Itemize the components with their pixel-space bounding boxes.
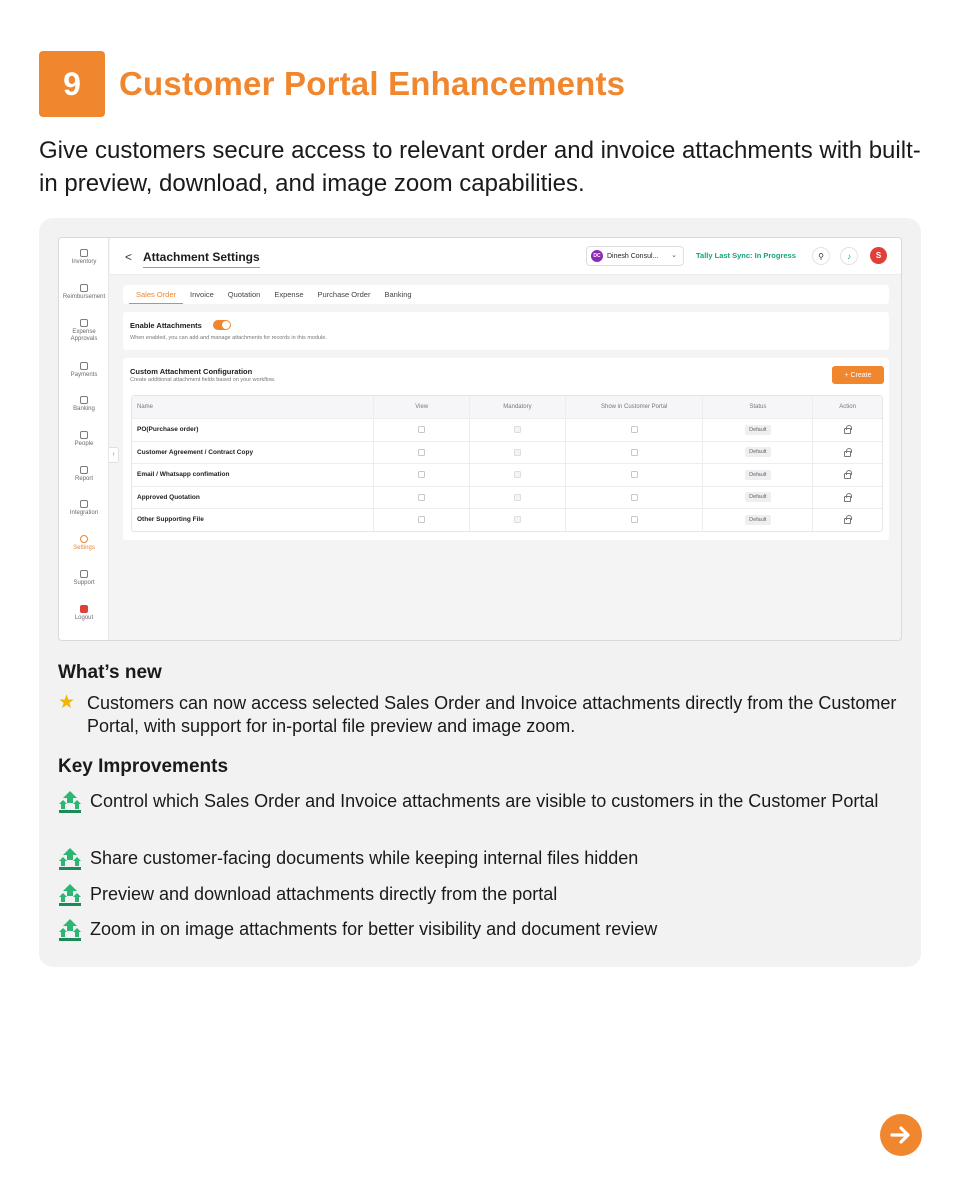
attachment-name: Customer Agreement / Contract Copy <box>137 448 254 456</box>
column-header: Status <box>702 396 812 418</box>
chevron-down-icon: ⌄ <box>671 252 677 259</box>
view-checkbox[interactable] <box>418 426 425 433</box>
mandatory-checkbox[interactable] <box>514 516 521 523</box>
table-row <box>132 486 882 509</box>
lock-icon <box>844 496 851 502</box>
column-header: Mandatory <box>469 396 565 418</box>
sidebar-item-banking[interactable]: Banking <box>59 396 109 413</box>
enable-attachments-toggle[interactable] <box>213 320 231 330</box>
status-badge: Default <box>745 470 770 480</box>
sidebar-item-integration[interactable]: Integration <box>59 500 109 517</box>
report-icon <box>80 466 88 474</box>
topbar <box>110 238 902 275</box>
section-subtitle: Give customers secure access to relevant order and invoice attachments with built-in preview, download, and image zoom capabilities. <box>39 137 921 197</box>
back-icon[interactable]: < <box>125 250 133 264</box>
tab-banking[interactable]: Banking <box>384 290 412 299</box>
config-title: Custom Attachment Configuration <box>130 367 253 376</box>
inventory-icon <box>80 249 88 257</box>
mandatory-checkbox[interactable] <box>514 494 521 501</box>
customer-portal-checkbox[interactable] <box>631 471 638 478</box>
status-badge: Default <box>745 447 770 457</box>
improvement-text: Control which Sales Order and Invoice attachments are visible to customers in the Customer Portal <box>90 791 879 811</box>
column-header: Name <box>137 404 154 410</box>
attachment-name: Other Supporting File <box>137 516 204 524</box>
key-improvements-heading: Key Improvements <box>58 756 229 777</box>
integration-icon <box>80 500 88 508</box>
enable-attachments-label: Enable Attachments <box>130 321 202 330</box>
lock-icon <box>844 473 851 479</box>
approval-icon <box>80 319 88 327</box>
column-header: Show in Customer Portal <box>565 396 703 418</box>
view-checkbox[interactable] <box>418 449 425 456</box>
upgrade-arrows-icon <box>58 847 82 871</box>
people-icon <box>80 431 88 439</box>
sidebar-item-people[interactable]: People <box>59 431 109 448</box>
star-icon: ★ <box>58 692 76 713</box>
upgrade-arrows-icon <box>58 790 82 814</box>
lock-icon <box>844 428 851 434</box>
wallet-icon <box>80 362 88 370</box>
enable-attachments-description: When enabled, you can add and manage attachments for records in this module. <box>130 335 327 341</box>
improvement-text: Share customer-facing documents while keeping internal files hidden <box>90 848 639 868</box>
sidebar-item-expense-approvals[interactable]: Expense Approvals <box>59 319 109 343</box>
attachment-settings-screenshot <box>58 237 902 641</box>
view-checkbox[interactable] <box>418 471 425 478</box>
sidebar-item-payments[interactable]: Payments <box>59 362 109 379</box>
logout-icon <box>80 605 88 613</box>
receipt-icon <box>80 284 88 292</box>
customer-portal-checkbox[interactable] <box>631 516 638 523</box>
sidebar-item-settings[interactable]: Settings <box>59 535 109 552</box>
sidebar-expand-toggle[interactable]: › <box>109 447 119 463</box>
status-badge: Default <box>745 515 770 525</box>
bell-icon[interactable]: ♪ <box>840 247 858 265</box>
table-header-row <box>132 396 882 418</box>
sidebar-item-support[interactable]: Support <box>59 570 109 587</box>
status-badge: Default <box>745 425 770 435</box>
arrow-right-icon <box>888 1122 914 1148</box>
sync-status: Tally Last Sync: In Progress <box>696 251 796 260</box>
config-description: Create additional attachment fields based on your workflow. <box>130 377 276 383</box>
section-header <box>39 51 625 117</box>
attachment-table <box>131 395 883 532</box>
view-checkbox[interactable] <box>418 516 425 523</box>
section-number-badge: 9 <box>39 51 105 117</box>
next-slide-button[interactable] <box>880 1114 922 1156</box>
org-name: Dinesh Consul... <box>607 252 659 260</box>
attachment-name: PO(Purchase order) <box>137 426 199 434</box>
sidebar-item-logout[interactable]: Logout <box>59 605 109 622</box>
column-header: View <box>373 396 469 418</box>
sidebar-item-reimbursement[interactable]: Reimbursement <box>59 284 109 301</box>
customer-portal-checkbox[interactable] <box>631 494 638 501</box>
customer-portal-checkbox[interactable] <box>631 449 638 456</box>
mandatory-checkbox[interactable] <box>514 426 521 433</box>
enable-attachments-panel <box>123 312 889 350</box>
bank-icon <box>80 396 88 404</box>
upgrade-arrows-icon <box>58 883 82 907</box>
tab-quotation[interactable]: Quotation <box>227 290 261 299</box>
improvement-text: Preview and download attachments directly from the portal <box>90 884 558 904</box>
table-row <box>132 418 882 441</box>
org-avatar: DC <box>591 250 603 262</box>
sidebar-item-report[interactable]: Report <box>59 466 109 483</box>
table-row <box>132 441 882 464</box>
search-icon[interactable]: ⚲ <box>812 247 830 265</box>
whats-new-text: Customers can now access selected Sales Order and Invoice attachments directly from the Customer Portal, with support for in-portal file preview and image zoom. <box>87 693 897 736</box>
lock-icon <box>844 451 851 457</box>
create-button[interactable]: + Create <box>832 366 884 384</box>
attachment-name: Approved Quotation <box>137 493 200 501</box>
table-row <box>132 463 882 486</box>
customer-portal-checkbox[interactable] <box>631 426 638 433</box>
tab-purchase-order[interactable]: Purchase Order <box>317 290 371 299</box>
column-header: Action <box>812 396 882 418</box>
module-tabs <box>123 285 889 304</box>
attachment-name: Email / Whatsapp confimation <box>137 471 230 479</box>
lock-icon <box>844 518 851 524</box>
custom-attachment-config-panel <box>123 358 889 540</box>
section-title: Customer Portal Enhancements <box>119 65 626 102</box>
tab-expense[interactable]: Expense <box>274 290 304 299</box>
organization-selector[interactable] <box>586 246 684 266</box>
headset-icon <box>80 570 88 578</box>
status-badge: Default <box>745 492 770 502</box>
whats-new-heading: What’s new <box>58 662 162 683</box>
improvement-text: Zoom in on image attachments for better visibility and document review <box>90 919 658 939</box>
mandatory-checkbox[interactable] <box>514 471 521 478</box>
user-avatar[interactable]: S <box>870 247 887 264</box>
view-checkbox[interactable] <box>418 494 425 501</box>
table-row <box>132 508 882 531</box>
mandatory-checkbox[interactable] <box>514 449 521 456</box>
tab-sales-order[interactable]: Sales Order <box>129 285 183 304</box>
tab-invoice[interactable]: Invoice <box>190 290 214 299</box>
sidebar-item-inventory[interactable]: Inventory <box>59 249 109 266</box>
sidebar <box>59 238 109 640</box>
content-card <box>39 218 921 967</box>
page-title: Attachment Settings <box>143 250 260 264</box>
upgrade-arrows-icon <box>58 918 82 942</box>
gear-icon <box>80 535 88 543</box>
